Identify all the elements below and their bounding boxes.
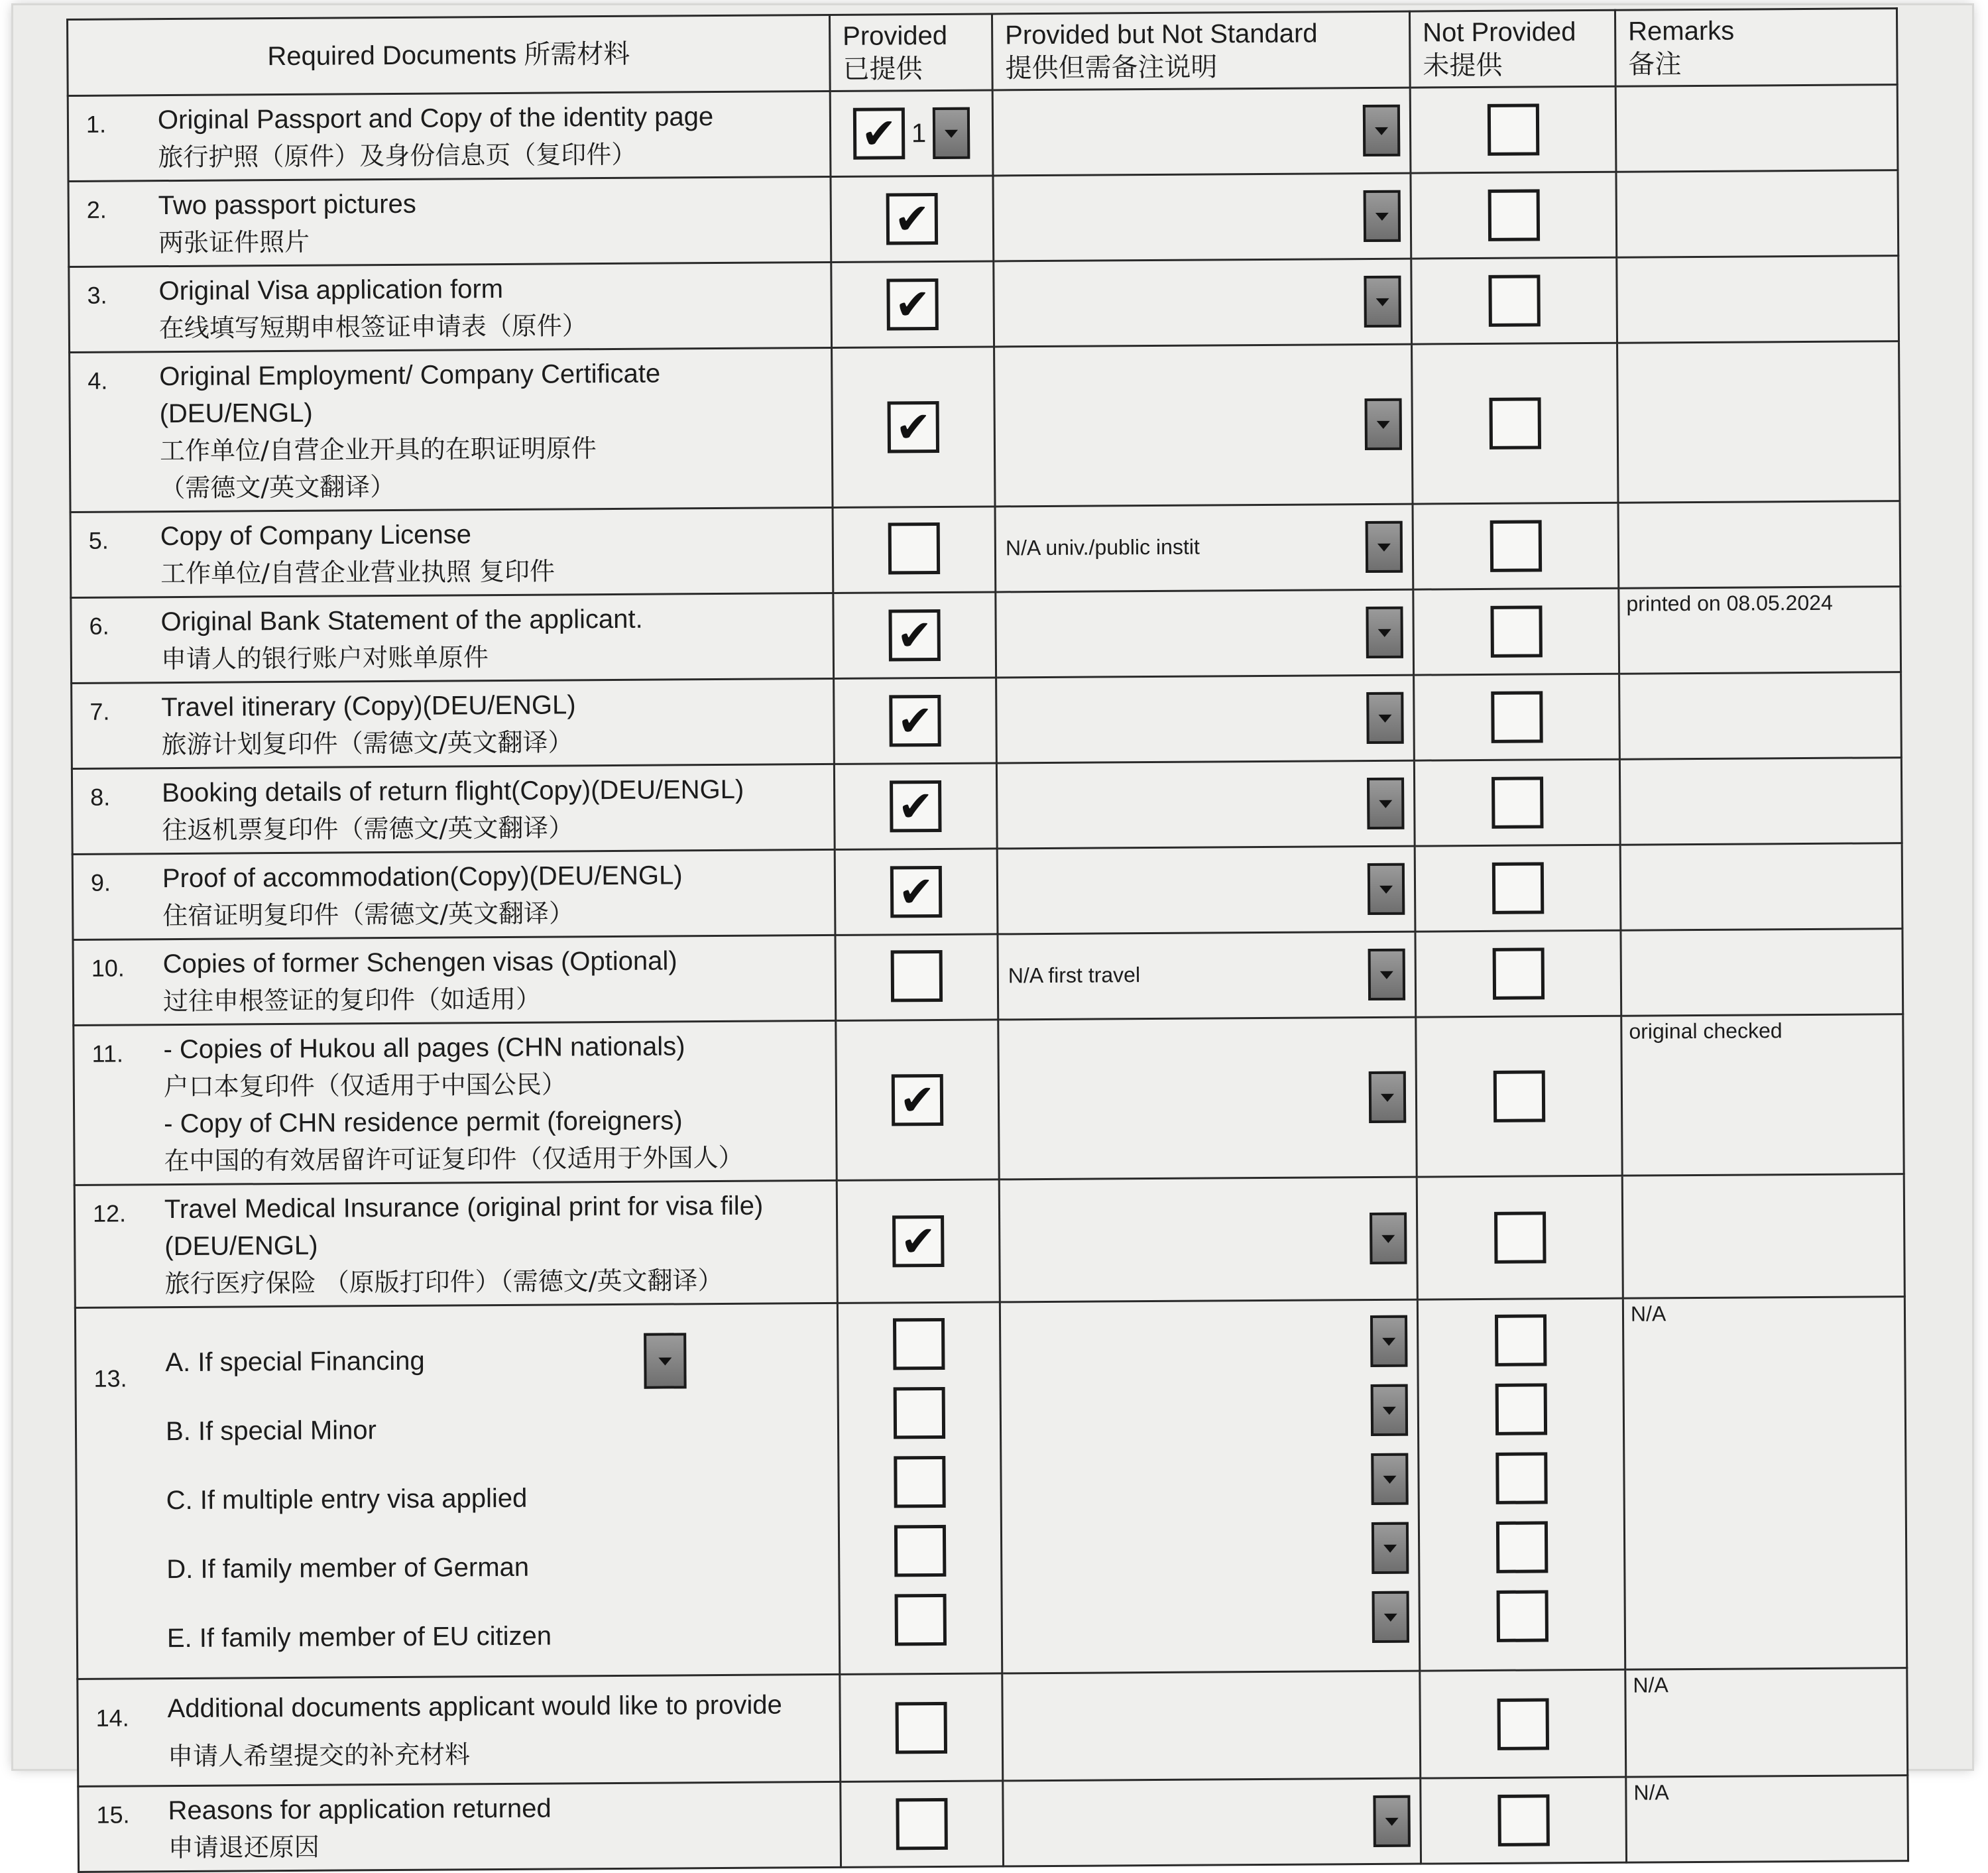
not-standard-cell	[1000, 1299, 1419, 1673]
not-standard-cell	[996, 760, 1415, 849]
provided-checkbox[interactable]: ✔	[888, 401, 939, 453]
not-standard-cell	[994, 259, 1412, 347]
not-provided-checkbox[interactable]	[1489, 397, 1541, 449]
item-number: 3.	[87, 281, 107, 309]
copy-count: 1	[911, 118, 927, 148]
chevron-down-icon[interactable]	[1372, 1591, 1409, 1643]
provided-wrap	[888, 609, 940, 661]
document-line: Original Visa application form	[158, 274, 504, 306]
header-remarks-en: Remarks	[1628, 16, 1735, 46]
document-line: (DEU/ENGL)	[164, 1231, 318, 1262]
provided-cell	[840, 1673, 1003, 1782]
item-number: 11.	[91, 1040, 124, 1067]
not-provided-checkbox[interactable]	[1488, 274, 1540, 326]
provided-checkbox[interactable]: ✔	[886, 193, 938, 245]
header-remarks	[1615, 9, 1897, 87]
provided-cell	[837, 1179, 1000, 1303]
document-cell	[74, 1180, 837, 1307]
not-standard-cell	[993, 173, 1411, 261]
chevron-down-icon[interactable]	[1365, 398, 1402, 450]
provided-cell	[831, 261, 994, 347]
document-line: 往返机票复印件（需德文/英文翻译）	[162, 813, 574, 845]
document-checklist-table	[66, 7, 1909, 1873]
provided-checkbox[interactable]	[894, 1525, 946, 1577]
item-number: 1.	[86, 110, 107, 138]
document-cell	[75, 1303, 839, 1679]
provided-wrap	[886, 193, 938, 245]
provided-wrap	[886, 278, 938, 330]
remark-text: N/A	[1633, 1673, 1668, 1697]
remarks-cell	[1617, 341, 1900, 503]
checklist-body	[68, 85, 1908, 1872]
document-description	[158, 183, 831, 261]
not-provided-cell	[1411, 172, 1617, 259]
not-provided-cell	[1415, 845, 1621, 932]
chevron-down-icon[interactable]	[1366, 521, 1403, 573]
not-provided-cell	[1412, 343, 1618, 504]
item-number: 13.	[93, 1364, 127, 1392]
conditional-item	[165, 1324, 837, 1397]
not-provided-checkbox[interactable]	[1491, 776, 1543, 828]
provided-cell	[834, 678, 997, 764]
provided-cell	[833, 507, 996, 593]
not-provided-cell	[1411, 257, 1617, 344]
document-line: 旅游计划复印件（需德文/英文翻译）	[161, 727, 573, 760]
chevron-down-icon[interactable]	[1363, 105, 1400, 156]
chevron-down-icon[interactable]	[1372, 1522, 1409, 1574]
provided-cell	[836, 1020, 999, 1180]
chevron-down-icon[interactable]	[1370, 1315, 1407, 1367]
not-provided-checkbox[interactable]	[1495, 1383, 1547, 1435]
remark-text: N/A	[1630, 1301, 1666, 1326]
header-remarks-zh: 备注	[1628, 49, 1682, 80]
not-standard-cell	[1003, 1778, 1421, 1866]
not-provided-cell	[1417, 1176, 1623, 1299]
provided-checkbox[interactable]	[893, 1318, 945, 1370]
remarks-cell	[1621, 1014, 1904, 1176]
document-cell	[68, 91, 831, 181]
provided-wrap	[890, 780, 941, 832]
not-standard-cell	[999, 1177, 1417, 1302]
document-description	[161, 685, 833, 763]
provided-wrap	[888, 401, 939, 453]
document-cell	[78, 1674, 841, 1786]
document-description	[163, 941, 835, 1020]
provided-cell	[841, 1781, 1004, 1867]
not-provided-checkbox[interactable]	[1494, 1211, 1546, 1263]
document-description	[160, 514, 833, 592]
document-line: Original Bank Statement of the applicant.	[160, 604, 643, 637]
header-provided-not-standard	[992, 11, 1410, 90]
provided-checkbox[interactable]	[894, 1456, 945, 1508]
item-number: 2.	[86, 196, 107, 223]
provided-wrap	[892, 1215, 944, 1267]
not-provided-cell	[1415, 930, 1621, 1017]
checklist-row	[70, 501, 1900, 598]
provided-checkbox[interactable]: ✔	[890, 780, 941, 832]
remarks-cell	[1622, 1174, 1904, 1299]
category-dropdown-icon[interactable]	[644, 1333, 687, 1388]
document-line: 过往申根签证的复印件（如适用）	[162, 984, 542, 1016]
header-not-provided-zh: 未提供	[1423, 50, 1503, 82]
checklist-row	[71, 587, 1901, 684]
not-standard-cell	[996, 675, 1415, 763]
provided-cell	[835, 849, 998, 935]
document-line: Copies of former Schengen visas (Optional)	[162, 946, 677, 979]
chevron-down-icon[interactable]	[1368, 949, 1405, 1000]
document-description	[159, 354, 831, 507]
provided-checkbox[interactable]: ✔	[889, 695, 941, 747]
checklist-row	[72, 672, 1902, 769]
header-provided	[829, 14, 992, 91]
chevron-down-icon[interactable]	[1364, 190, 1401, 242]
checklist-row-13	[75, 1297, 1906, 1679]
provided-checkbox[interactable]	[891, 949, 943, 1001]
checklist-row	[74, 1174, 1904, 1308]
provided-wrap	[891, 949, 943, 1001]
document-line: 在线填写短期申根签证申请表（原件）	[158, 311, 587, 343]
not-provided-checkbox[interactable]	[1497, 1698, 1549, 1750]
document-line: Original Employment/ Company Certificate	[159, 359, 661, 392]
document-description	[163, 1027, 835, 1179]
provided-checkbox[interactable]	[895, 1594, 947, 1646]
header-pns-zh: 提供但需备注说明	[1005, 52, 1218, 84]
conditional-item-label: B. If special Minor	[165, 1416, 377, 1447]
not-provided-cell	[1413, 588, 1619, 675]
document-line: 旅行护照（原件）及身份信息页（复印件）	[158, 139, 637, 172]
checklist-row	[74, 1014, 1904, 1185]
not-provided-checkbox[interactable]	[1497, 1794, 1549, 1846]
provided-wrap	[889, 695, 941, 747]
provided-checkbox[interactable]: ✔	[892, 1074, 943, 1126]
provided-cell	[832, 347, 995, 507]
document-cell	[71, 593, 834, 683]
document-line: Additional documents applicant would like to provide	[167, 1690, 782, 1724]
item-number: 4.	[88, 367, 108, 394]
document-line: Two passport pictures	[158, 189, 416, 221]
item-number: 10.	[91, 954, 125, 982]
document-line: 工作单位/自营企业开具的在职证明原件	[159, 434, 597, 466]
document-description	[158, 269, 831, 347]
chevron-down-icon[interactable]	[1370, 1213, 1407, 1264]
conditional-item-label: C. If multiple entry visa applied	[166, 1483, 528, 1516]
document-line: Reasons for application returned	[168, 1793, 552, 1826]
not-standard-cell	[992, 88, 1411, 176]
document-cell	[69, 262, 832, 352]
document-description	[162, 856, 835, 934]
not-standard-cell	[994, 344, 1413, 507]
not-standard-cell	[998, 1017, 1417, 1179]
provided-cell	[835, 934, 998, 1020]
document-line: Original Passport and Copy of the identity page	[157, 102, 714, 135]
not-standard-cell	[997, 846, 1415, 934]
remarks-cell	[1621, 929, 1903, 1016]
checklist-row	[73, 929, 1903, 1026]
item-number: 15.	[96, 1801, 130, 1829]
chevron-down-icon[interactable]	[1371, 1384, 1408, 1436]
document-cell	[74, 1020, 837, 1185]
chevron-down-icon[interactable]	[1369, 1071, 1406, 1123]
item-number: 12.	[92, 1199, 127, 1227]
not-provided-checkbox[interactable]	[1492, 947, 1544, 999]
count-dropdown-icon[interactable]	[933, 107, 970, 159]
not-provided-cell	[1417, 1298, 1625, 1671]
not-provided-checkbox[interactable]	[1491, 691, 1543, 743]
remarks-cell	[1626, 1776, 1908, 1863]
conditional-item-label: E. If family member of EU citizen	[166, 1621, 552, 1654]
document-cell	[70, 347, 833, 512]
item-number: 9.	[90, 869, 111, 896]
not-provided-cell	[1416, 1016, 1622, 1177]
item-number: 8.	[90, 783, 111, 811]
provided-cell	[834, 763, 997, 849]
document-cell	[72, 849, 835, 939]
document-line: - Copy of CHN residence permit (foreigners)	[164, 1106, 683, 1139]
remarks-cell	[1618, 501, 1900, 589]
document-description	[158, 97, 830, 176]
provided-checkbox[interactable]	[896, 1701, 947, 1753]
document-cell	[72, 678, 835, 768]
checklist-row	[70, 341, 1900, 513]
header-documents-en: Required Documents	[267, 40, 517, 72]
checklist-row14	[78, 1668, 1908, 1787]
chevron-down-icon[interactable]	[1373, 1795, 1410, 1847]
checklist-row	[69, 256, 1899, 353]
not-provided-checkbox[interactable]	[1495, 1452, 1547, 1504]
provided-checkbox[interactable]	[888, 522, 940, 574]
document-cell	[78, 1782, 841, 1872]
remarks-cell	[1620, 843, 1902, 931]
remarks-cell	[1619, 672, 1902, 760]
provided-checkbox[interactable]: ✔	[892, 1215, 944, 1267]
not-standard-cell	[996, 589, 1414, 678]
not-provided-checkbox[interactable]	[1496, 1590, 1548, 1642]
header-pns-en: Provided but Not Standard	[1005, 19, 1318, 50]
document-line: 工作单位/自营企业营业执照 复印件	[160, 556, 555, 589]
checklist-row	[68, 170, 1899, 267]
chevron-down-icon[interactable]	[1367, 778, 1404, 829]
remark-text: N/A	[1633, 1780, 1669, 1805]
not-provided-checkbox[interactable]	[1490, 520, 1541, 572]
conditional-item	[167, 1600, 839, 1673]
provided-checkbox[interactable]: ✔	[886, 278, 938, 330]
remark-text: original checked	[1629, 1018, 1783, 1044]
checklist-row	[72, 843, 1902, 940]
checklist-row	[68, 85, 1898, 182]
photo-frame	[13, 5, 1972, 1863]
document-description	[162, 770, 834, 849]
remarks-cell	[1625, 1668, 1908, 1778]
chevron-down-icon[interactable]	[1366, 692, 1403, 744]
document-line: Booking details of return flight(Copy)(DEU/ENGL)	[162, 774, 744, 808]
not-provided-checkbox[interactable]	[1488, 189, 1539, 241]
not-standard-cell	[995, 504, 1413, 592]
document-line: 两张证件照片	[158, 227, 310, 258]
remarks-cell	[1619, 587, 1901, 674]
dropdown-stack	[1001, 1301, 1419, 1660]
document-line: Proof of accommodation(Copy)(DEU/ENGL)	[162, 861, 683, 894]
document-line: 申请人的银行账户对账单原件	[160, 642, 489, 674]
chevron-down-icon[interactable]	[1368, 863, 1405, 915]
provided-cell	[833, 592, 996, 678]
document-description	[167, 1681, 839, 1780]
document-line: Travel itinerary (Copy)(DEU/ENGL)	[161, 690, 576, 723]
not-provided-checkbox[interactable]	[1494, 1314, 1546, 1366]
chevron-down-icon[interactable]	[1371, 1453, 1408, 1505]
not-provided-cell	[1413, 503, 1619, 589]
not-provided-checkbox[interactable]	[1491, 862, 1543, 914]
not-provided-stack	[1419, 1299, 1624, 1658]
provided-checkbox[interactable]	[894, 1387, 945, 1439]
document-description	[168, 1788, 840, 1866]
not-provided-cell	[1420, 1669, 1626, 1778]
provided-cell	[830, 90, 993, 176]
item-number: 5.	[88, 526, 109, 554]
remarks-cell	[1623, 1297, 1906, 1670]
document-line: 申请退还原因	[168, 1832, 320, 1863]
provided-wrap	[853, 107, 970, 160]
conditional-item-label: D. If family member of German	[166, 1552, 530, 1585]
not-provided-checkbox[interactable]	[1487, 103, 1539, 155]
header-provided-en: Provided	[843, 21, 948, 51]
not-standard-note: N/A first travel	[1008, 963, 1141, 988]
item-number: 6.	[89, 612, 109, 640]
remarks-cell	[1615, 85, 1898, 172]
document-cell	[68, 176, 831, 267]
chevron-down-icon[interactable]	[1366, 607, 1403, 658]
document-cell	[73, 935, 836, 1025]
document-line: Copy of Company License	[160, 520, 472, 552]
provided-wrap	[890, 866, 942, 918]
document-line: （需德文/英文翻译）	[160, 471, 396, 503]
document-line: Travel Medical Insurance (original print for visa file)	[164, 1191, 764, 1225]
document-line: (DEU/ENGL)	[159, 398, 313, 429]
conditional-item	[166, 1393, 838, 1466]
remark-text: printed on 08.05.2024	[1626, 590, 1833, 616]
document-cell	[72, 764, 835, 854]
not-provided-cell	[1414, 674, 1620, 760]
header-not-provided-en: Not Provided	[1423, 17, 1576, 48]
not-provided-cell	[1421, 1777, 1627, 1864]
not-provided-checkbox[interactable]	[1495, 1521, 1547, 1573]
conditional-item-label: A. If special Financing	[165, 1346, 425, 1378]
remarks-cell	[1616, 170, 1899, 258]
conditional-item	[166, 1531, 839, 1604]
provided-cell	[831, 176, 994, 262]
document-line: - Copies of Hukou all pages (CHN nationals)	[163, 1032, 685, 1065]
provided-checkbox[interactable]: ✔	[888, 609, 940, 661]
item-number: 7.	[89, 697, 110, 725]
checklist-row	[72, 758, 1902, 855]
not-provided-cell	[1410, 86, 1616, 173]
document-description	[160, 599, 833, 678]
provided-wrap	[888, 522, 940, 574]
conditional-item	[166, 1462, 838, 1535]
conditional-items	[165, 1309, 839, 1673]
not-standard-cell	[1002, 1671, 1421, 1781]
document-line: 户口本复印件（仅适用于中国公民）	[163, 1069, 567, 1102]
header-row	[68, 9, 1898, 96]
not-provided-checkbox[interactable]	[1493, 1070, 1545, 1122]
item-number: 14.	[95, 1704, 129, 1732]
checklist-row15	[78, 1776, 1908, 1872]
provided-checkbox[interactable]	[896, 1798, 947, 1850]
not-provided-checkbox[interactable]	[1490, 605, 1542, 657]
document-line: 旅行医疗保险 （原版打印件）（需德文/英文翻译）	[164, 1265, 723, 1299]
remarks-cell	[1617, 256, 1899, 343]
document-line: 住宿证明复印件（需德文/英文翻译）	[162, 898, 575, 931]
provided-wrap	[892, 1074, 943, 1126]
header-provided-zh: 已提供	[843, 54, 923, 85]
not-standard-note: N/A univ./public instit	[1005, 534, 1200, 560]
document-line: 在中国的有效居留许可证复印件（仅适用于外国人）	[164, 1142, 744, 1176]
remarks-cell	[1619, 758, 1902, 845]
not-standard-cell	[998, 932, 1416, 1020]
document-cell	[70, 507, 833, 597]
header-documents-zh: 所需材料	[524, 38, 630, 70]
provided-cell	[837, 1302, 1002, 1674]
header-not-provided	[1409, 10, 1615, 88]
chevron-down-icon[interactable]	[1364, 276, 1401, 328]
checklist-sheet	[66, 7, 1907, 1873]
provided-checkbox[interactable]: ✔	[853, 107, 905, 159]
provided-checkbox[interactable]: ✔	[890, 866, 942, 918]
provided-stack	[839, 1303, 1001, 1660]
document-line: 申请人希望提交的补充材料	[167, 1740, 471, 1772]
document-description	[164, 1187, 837, 1302]
header-required-documents	[68, 15, 831, 95]
not-provided-cell	[1414, 759, 1620, 846]
